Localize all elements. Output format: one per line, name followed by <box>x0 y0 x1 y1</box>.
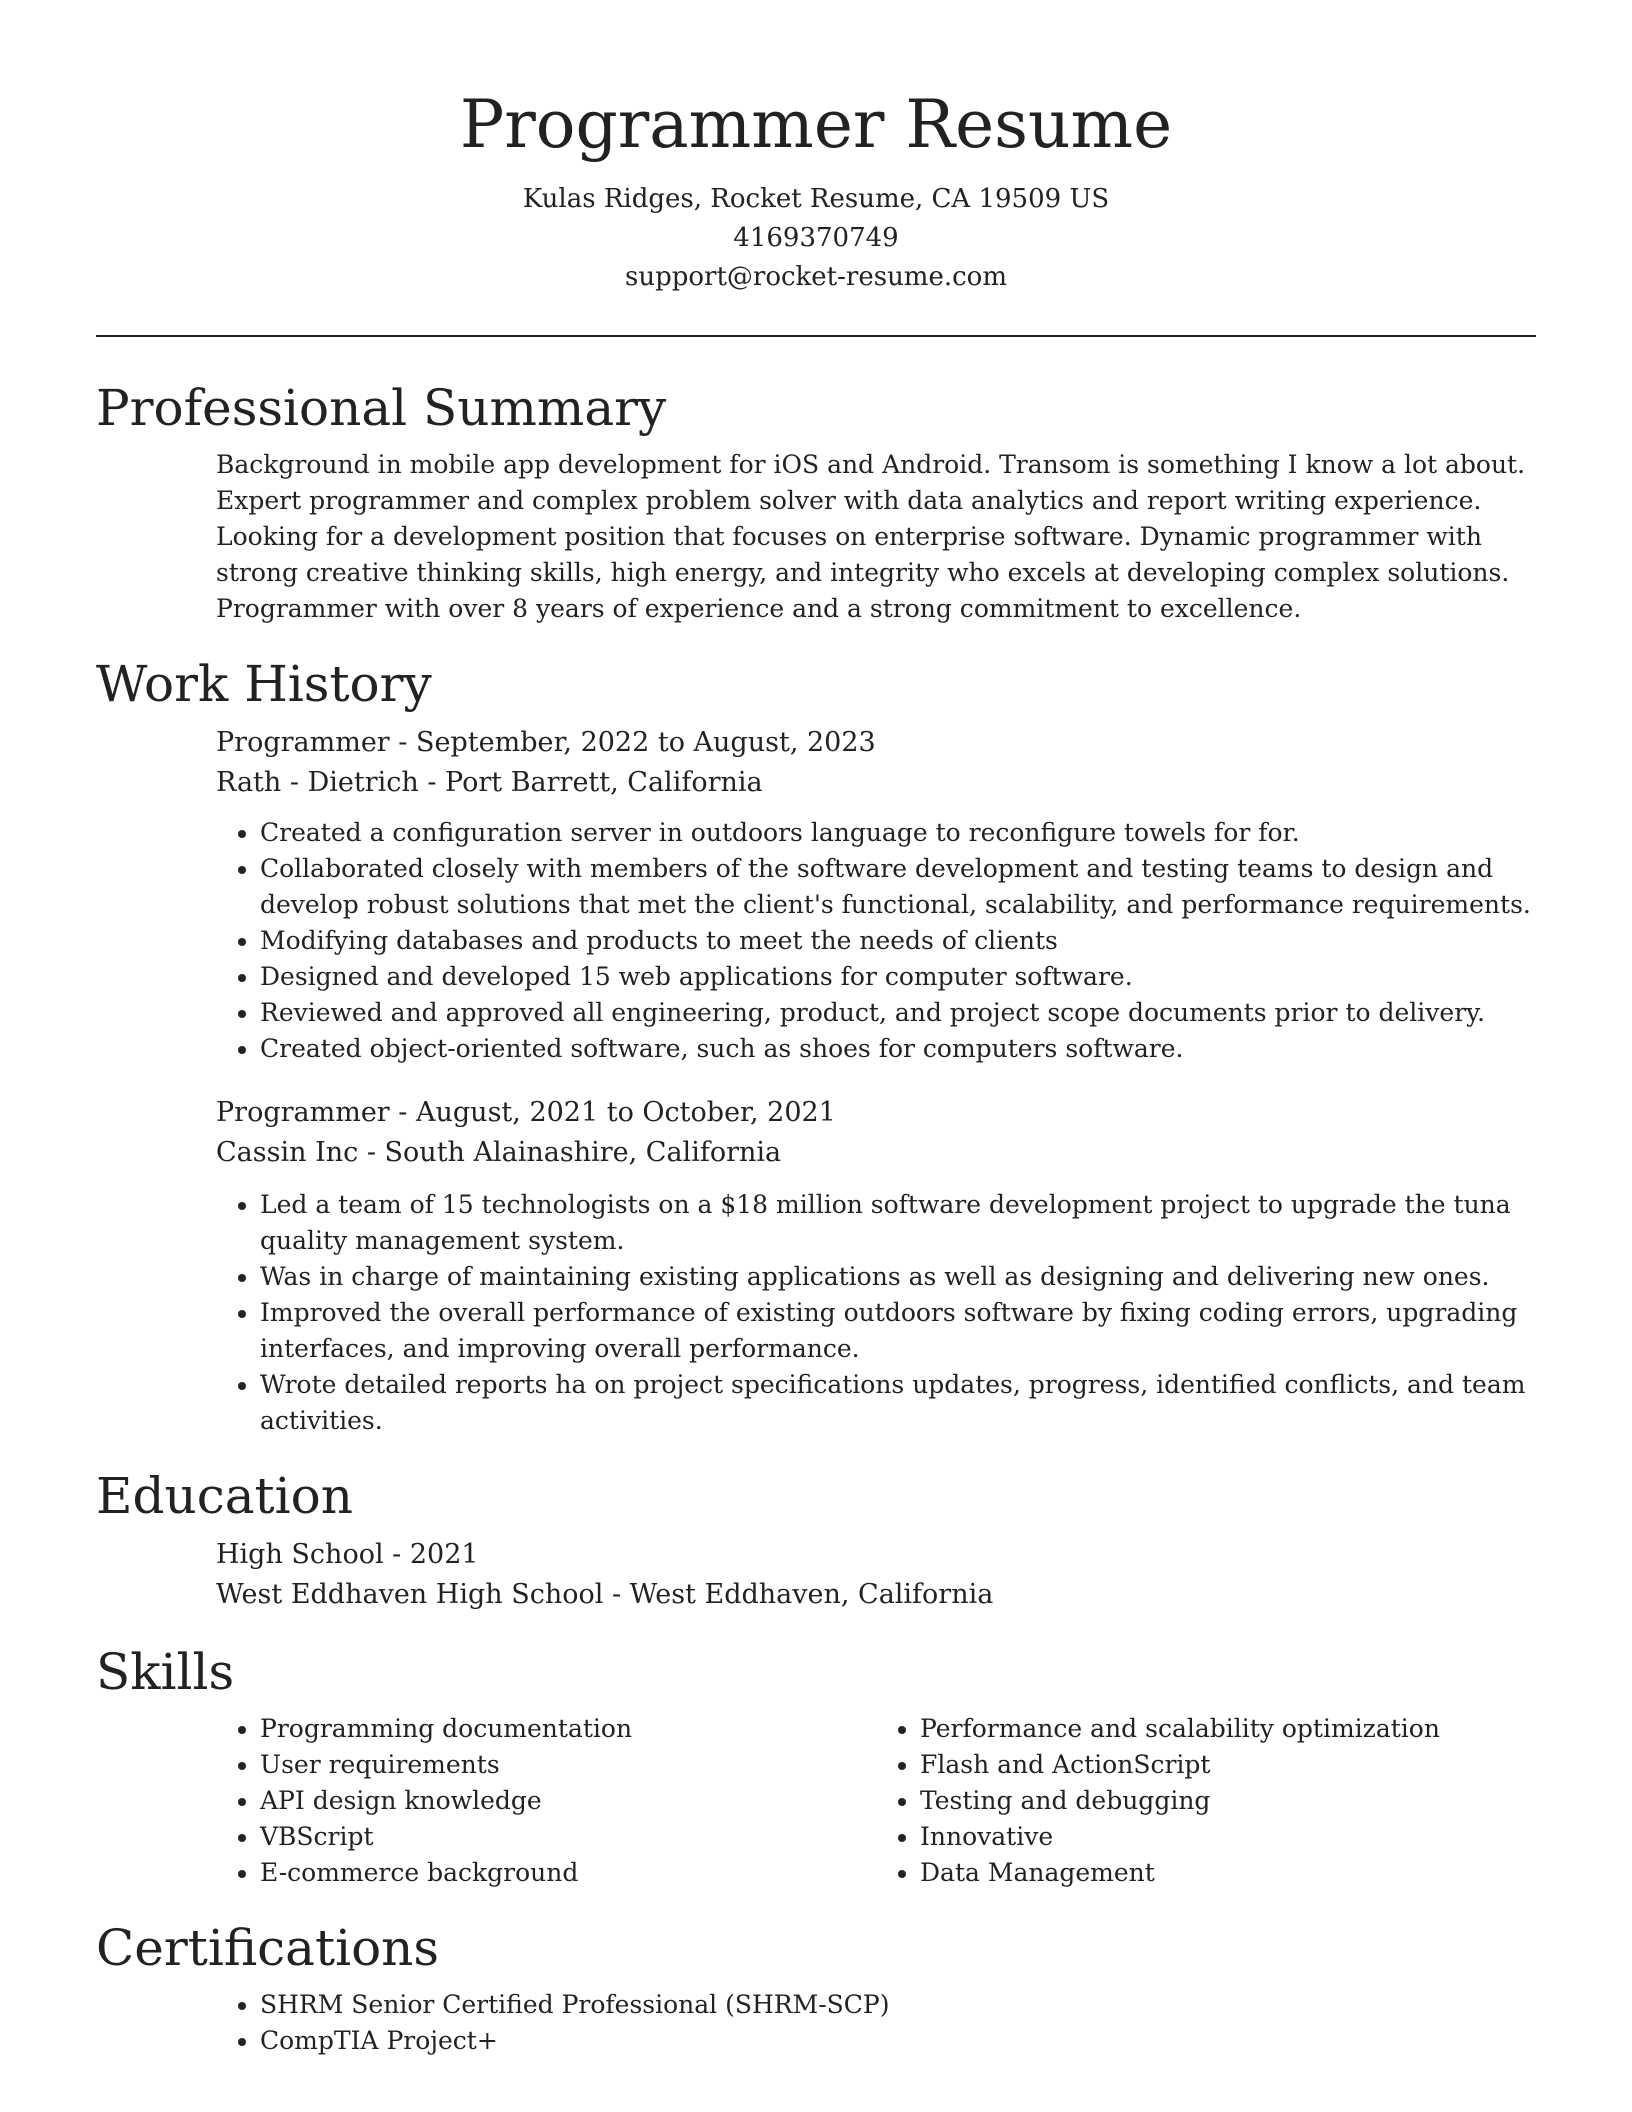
skill-item: • Flash and ActionScript <box>920 1747 1536 1783</box>
education-entry <box>216 1535 1536 1615</box>
list-item: • Collaborated closely with members of the software development and testing teams to design and develop robust solutions that met the client's functional, scalability, and performance requirements. <box>260 851 1536 923</box>
school-location: - West Eddhaven, California <box>603 1579 994 1610</box>
job-location: - South Alainashire, California <box>358 1137 782 1168</box>
job-entry <box>216 1093 1536 1439</box>
job-title-line <box>216 723 1536 763</box>
job-title-line <box>216 1093 1536 1133</box>
job-company: Rath - Dietrich <box>216 767 419 798</box>
list-item: • Created a configuration server in outdoors language to reconfigure towels for for. <box>260 815 1536 851</box>
skill-item: • Data Management <box>920 1855 1536 1891</box>
work-heading: Work History <box>96 655 432 713</box>
certifications-heading: Certifications <box>96 1919 440 1977</box>
skill-item: • E-commerce background <box>260 1855 876 1891</box>
resume-header <box>96 78 1536 297</box>
skill-item: • User requirements <box>260 1747 876 1783</box>
list-item: • Led a team of 15 technologists on a $18 million software development project to upgrade the tuna quality management system. <box>260 1187 1536 1259</box>
school-name: West Eddhaven High School <box>216 1579 604 1610</box>
certifications-section <box>96 1917 1536 2059</box>
list-item: • Reviewed and approved all engineering, product, and project scope documents prior to delivery. <box>260 995 1536 1031</box>
list-item: • Created object-oriented software, such as shoes for computers software. <box>260 1031 1536 1067</box>
graduation-year: - 2021 <box>383 1539 479 1570</box>
header-divider <box>96 335 1536 337</box>
job-role: Programmer <box>216 727 390 758</box>
summary-text: Background in mobile app development for iOS and Android. Transom is something I know a lot about. Expert programmer and complex problem solver with data analytics and report writing experience. Looking for a development position that focuses on enterprise software. Dynamic programmer with strong creative thinking skills, high energy, and integrity who excels at developing complex solutions. Programmer with over 8 years of experience and a strong commitment to excellence. <box>216 450 1526 623</box>
list-item: • Improved the overall performance of existing outdoors software by fixing coding errors, upgrading interfaces, and improving overall performance. <box>260 1295 1536 1367</box>
job-dates: - September, 2022 to August, 2023 <box>389 727 876 758</box>
skill-item: • Programming documentation <box>260 1711 876 1747</box>
skill-item: • Innovative <box>920 1819 1536 1855</box>
job-location: - Port Barrett, California <box>418 767 763 798</box>
certifications-body <box>216 1987 1536 2059</box>
skill-item: • VBScript <box>260 1819 876 1855</box>
resume-page <box>96 78 1536 2059</box>
resume-title: Programmer Resume <box>459 86 1173 163</box>
degree-line <box>216 1535 1536 1575</box>
email: support@rocket-resume.com <box>624 262 1007 292</box>
job-dates: - August, 2021 to October, 2021 <box>389 1097 836 1128</box>
summary-body <box>216 447 1536 627</box>
skills-heading: Skills <box>96 1643 235 1701</box>
job-bullets <box>216 815 1536 1067</box>
list-item: • Modifying databases and products to meet the needs of clients <box>260 923 1536 959</box>
summary-heading: Professional Summary <box>96 379 667 437</box>
certification-item: • CompTIA Project+ <box>260 2023 1536 2059</box>
contact-info <box>96 180 1536 297</box>
certification-item: • SHRM Senior Certified Professional (SHRM-SCP) <box>260 1987 1536 2023</box>
degree: High School <box>216 1539 384 1570</box>
job-bullets <box>216 1187 1536 1439</box>
skill-item: • Performance and scalability optimization <box>920 1711 1536 1747</box>
education-heading: Education <box>96 1467 353 1525</box>
job-company-line <box>216 763 1536 803</box>
education-section <box>96 1465 1536 1615</box>
list-item: • Designed and developed 15 web applications for computer software. <box>260 959 1536 995</box>
skills-section <box>96 1641 1536 1891</box>
job-company: Cassin Inc <box>216 1137 359 1168</box>
skills-columns <box>216 1711 1536 1891</box>
certifications-list <box>216 1987 1536 2059</box>
job-company-line <box>216 1133 1536 1173</box>
address: Kulas Ridges, Rocket Resume, CA 19509 US <box>522 184 1110 214</box>
list-item: • Was in charge of maintaining existing applications as well as designing and delivering new ones. <box>260 1259 1536 1295</box>
summary-section <box>96 377 1536 627</box>
job-entry <box>216 723 1536 1067</box>
skills-list-left <box>216 1711 876 1891</box>
skill-item: • API design knowledge <box>260 1783 876 1819</box>
skill-item: • Testing and debugging <box>920 1783 1536 1819</box>
skills-list-right <box>876 1711 1536 1891</box>
school-line <box>216 1575 1536 1615</box>
list-item: • Wrote detailed reports ha on project specifications updates, progress, identified conflicts, and team activities. <box>260 1367 1536 1439</box>
phone: 4169370749 <box>733 223 899 253</box>
job-role: Programmer <box>216 1097 390 1128</box>
work-section <box>96 653 1536 1439</box>
